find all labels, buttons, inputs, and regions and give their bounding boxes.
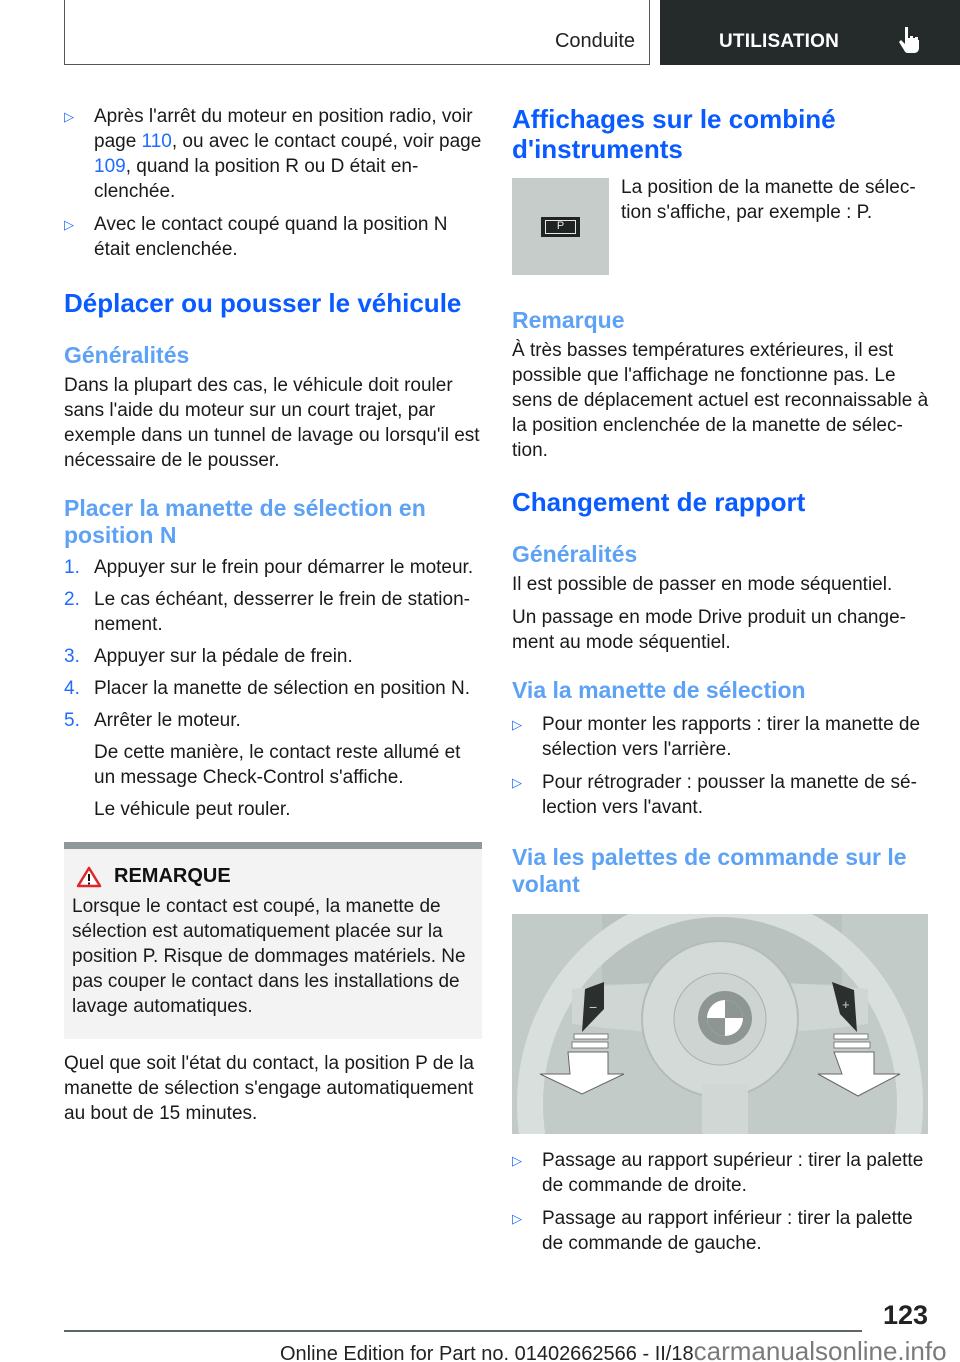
header-section-box (64, 0, 650, 65)
paragraph: La position de la manette de sélection s'affiche, par exemple : P. (621, 177, 916, 223)
triangle-bullet-icon: ▷ (64, 109, 74, 124)
subsection-title: Généralités (512, 541, 638, 567)
list-item: 3. Appuyer sur la pédale de frein. (64, 646, 353, 667)
display-example (512, 178, 930, 275)
step-note: Le véhicule peut rouler. (94, 799, 291, 820)
steering-wheel-icon (512, 914, 928, 1134)
list-item: ▷ Pour monter les rapports : tirer la manette de sélection vers l'arrière. (512, 714, 921, 760)
watermark: carmanualsonline.info (693, 1336, 947, 1362)
list-item: ▷ Pour rétrograder : pousser la manette de sélection vers l'avant. (512, 772, 917, 818)
hand-pointer-icon (898, 25, 922, 55)
paragraph: Quel que soit l'état du contact, la position P de la manette de sélection s'engage automatiquement au bout de 15 minutes. (64, 1053, 474, 1124)
header-chapter-tab[interactable] (660, 0, 960, 65)
svg-text:−: − (589, 999, 598, 1015)
footer-edition: Online Edition for Part no. 01402662566 - II/18carmanualsonline.info (280, 1336, 947, 1362)
triangle-bullet-icon: ▷ (512, 1211, 522, 1226)
warning-triangle-icon (76, 866, 102, 888)
subsection-title: Remarque (512, 307, 625, 333)
triangle-bullet-icon: ▷ (512, 775, 522, 790)
footer-divider (64, 1330, 862, 1332)
subsection-title: Via les palettes de commande sur le volant (512, 844, 907, 897)
warning-box (64, 842, 482, 1039)
paragraph: Un passage en mode Drive produit un changement au mode séquentiel. (512, 607, 906, 653)
paragraph: Dans la plupart des cas, le véhicule doit rouler sans l'aide du moteur sur un court trajet, par exemple dans un tunnel de lavage ou lorsqu'il est nécessaire de le pousser. (64, 375, 480, 471)
list-item: 4. Placer la manette de sélection en position N. (64, 678, 470, 699)
header-section-label: Conduite (554, 30, 635, 52)
gear-display-image (512, 178, 609, 275)
triangle-bullet-icon: ▷ (64, 217, 74, 232)
warning-text: Lorsque le contact est coupé, la manette de sélection est automatiquement placée sur la position P. Risque de dommages matériels. Ne pas couper le contact dans les installations de lavage automatiques. (72, 896, 466, 1017)
header-chapter-label: UTILISATION (719, 31, 840, 52)
page-link-110[interactable]: 110 (141, 131, 172, 152)
triangle-bullet-icon: ▷ (512, 1153, 522, 1168)
left-column (64, 98, 482, 1126)
list-item: ▷ Passage au rapport supérieur : tirer la palette de commande de droite. (512, 1150, 924, 1196)
paragraph: À très basses températures extérieures, il est possible que l'affichage ne fonctionne pas. Le sens de déplacement actuel est reconnaissable à la position enclenchée de la manette de sélection. (512, 340, 929, 461)
list-item: ▷ Avec le contact coupé quand la position N était enclenchée. (64, 214, 448, 260)
section-title: Déplacer ou pousser le véhicule (64, 288, 462, 318)
page-link-109[interactable]: 109 (94, 156, 126, 177)
right-column (512, 98, 930, 1256)
list-item: 2. Le cas échéant, desserrer le frein de stationnement. (64, 589, 470, 635)
subsection-title: Généralités (64, 342, 190, 368)
list-item: 1. Appuyer sur le frein pour démarrer le moteur. (64, 557, 474, 578)
steps-list (64, 555, 482, 822)
paragraph: Il est possible de passer en mode séquentiel. (512, 574, 893, 595)
page-number: 123 (882, 1300, 928, 1330)
steering-wheel-illustration (512, 914, 928, 1134)
list-item: 5. Arrêter le moteur. (64, 710, 241, 731)
step-note: De cette manière, le contact reste allumé et un message Check-Control s'affiche. (94, 742, 461, 788)
subsection-title: Via la manette de sélection (512, 677, 806, 703)
list-item: ▷ Passage au rapport inférieur : tirer la palette de commande de gauche. (512, 1208, 913, 1254)
gear-indicator: P (541, 217, 580, 237)
section-title: Affichages sur le combiné d'instruments (512, 104, 836, 164)
svg-text:+: + (842, 997, 850, 1012)
list-item: ▷ Après l'arrêt du moteur en position radio, voir page 110, ou avec le contact coupé, voir page 109, quand la position R ou D était enclenchée. (64, 106, 482, 202)
warning-title: REMARQUE (72, 865, 474, 888)
section-title: Changement de rapport (512, 487, 806, 517)
subsection-title: Placer la manette de sélection en position N (64, 495, 426, 548)
triangle-bullet-icon: ▷ (512, 717, 522, 732)
